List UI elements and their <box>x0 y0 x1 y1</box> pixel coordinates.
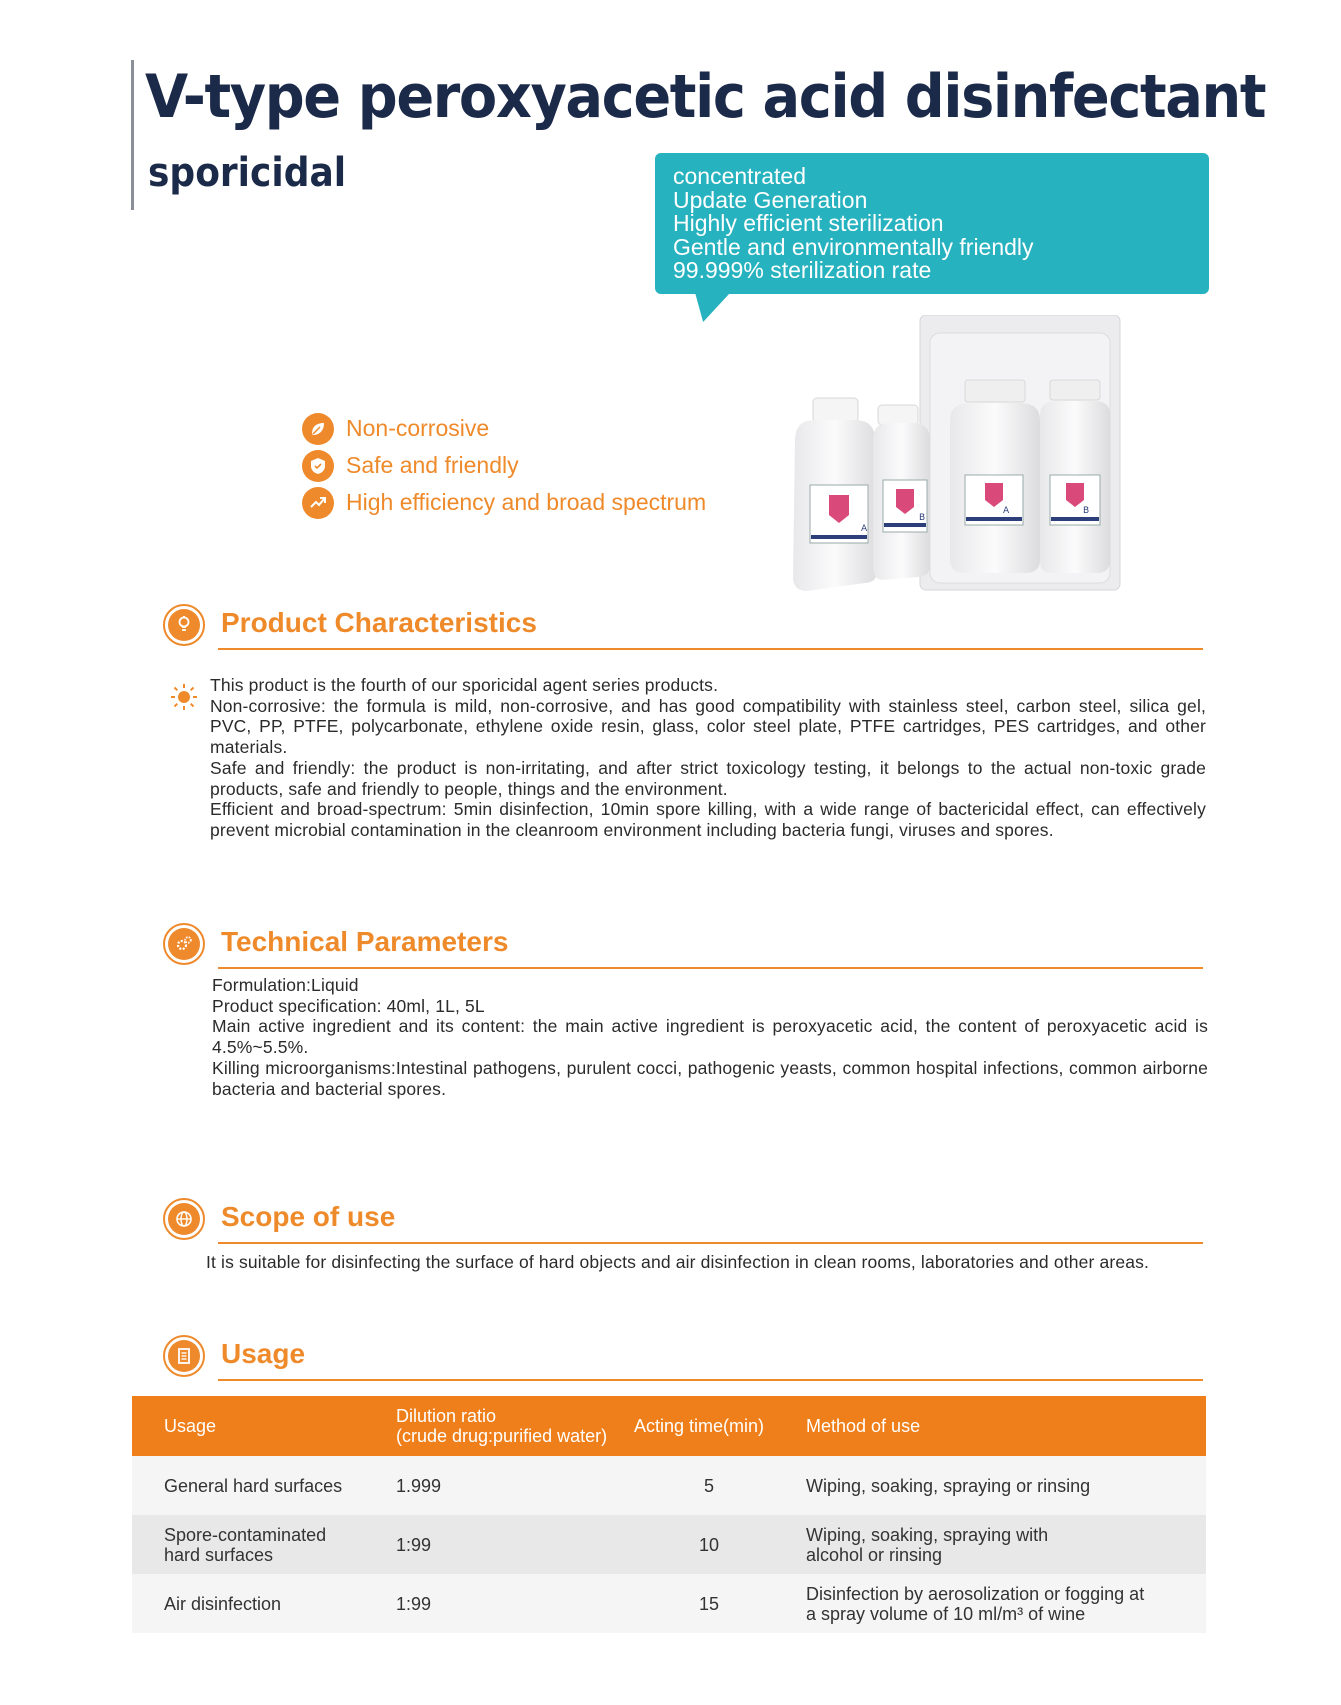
up-arrow-icon <box>302 487 334 519</box>
section-title: Scope of use <box>221 1201 396 1232</box>
highlight-item: Update Generation <box>673 186 868 213</box>
product-image <box>785 315 1130 615</box>
cell-method: Wiping, soaking, spraying with alcohol or rinsing <box>794 1515 1206 1574</box>
product-label-b: B <box>1083 506 1090 516</box>
highlights-bubble <box>655 153 1209 294</box>
product-label-a: A <box>1003 506 1010 516</box>
globe-icon <box>174 1209 194 1229</box>
section-header-usage <box>163 1335 1203 1381</box>
section-icon-technical <box>163 923 205 965</box>
paragraph: Safe and friendly: the product is non-irritating, and after strict toxicology testing, it belongs to the actual non-toxic grade products, safe and friendly to people, things and the environment. <box>210 757 1206 799</box>
header-method: Method of use <box>794 1396 1206 1456</box>
document-icon <box>174 1346 194 1366</box>
feature-label: High efficiency and broad spectrum <box>346 489 707 515</box>
table-row <box>132 1515 1206 1574</box>
section-divider <box>218 1379 1203 1381</box>
feature-list <box>302 410 706 521</box>
gears-icon <box>174 934 194 954</box>
highlight-item: 99.999% sterilization rate <box>673 257 932 283</box>
paragraph: Killing microorganisms:Intestinal pathogens, purulent cocci, pathogenic yeasts, common hospital infections, common airborne bacteria and bacterial spores. <box>212 1057 1208 1099</box>
paragraph: This product is the fourth of our sporicidal agent series products. <box>210 675 719 695</box>
scope-text <box>206 1252 1206 1273</box>
highlight-item: Gentle and environmentally friendly <box>673 233 1034 260</box>
table-row <box>132 1574 1206 1633</box>
cell-dilution: 1:99 <box>364 1574 634 1633</box>
paragraph: Non-corrosive: the formula is mild, non-corrosive, and has good compatibility with stainless steel, carbon steel, silica gel, PVC, PP, PTFE, polycarbonate, ethylene oxide resin, glass, color steel plate, PTFE cartridges, PES cartridges, and other materials. <box>210 695 1206 758</box>
cell-time: 10 <box>634 1515 794 1574</box>
paragraph: Product specification: 40ml, 1L, 5L <box>212 995 485 1016</box>
feature-label: Non-corrosive <box>346 415 490 441</box>
paragraph: Main active ingredient and its content: the main active ingredient is peroxyacetic acid, the content of peroxyacetic acid is 4.5%~5.5%. <box>212 1016 1208 1058</box>
product-label-b: B <box>919 513 926 523</box>
header-usage: Usage <box>132 1396 364 1456</box>
section-icon-usage <box>163 1335 205 1377</box>
header-dilution: Dilution ratio (crude drug:purified water) <box>364 1396 634 1456</box>
cell-dilution: 1.999 <box>364 1456 634 1515</box>
usage-table <box>132 1396 1206 1633</box>
section-icon-scope <box>163 1198 205 1240</box>
header-time: Acting time(min) <box>634 1396 794 1456</box>
feature-item <box>302 447 706 484</box>
section-divider <box>218 1242 1203 1244</box>
leaf-icon <box>302 413 334 445</box>
section-title: Technical Parameters <box>221 926 509 957</box>
table-header-row <box>132 1396 1206 1456</box>
paragraph: Efficient and broad-spectrum: 5min disinfection, 10min spore killing, with a wide range of bactericidal effect, can effectively prevent microbial contamination in the cleanroom environment including bacteria fungi, viruses and spores. <box>210 799 1206 840</box>
technical-text <box>212 975 1208 1099</box>
feature-item <box>302 484 706 521</box>
section-header-scope <box>163 1198 1203 1244</box>
highlight-item: concentrated <box>673 163 806 189</box>
feature-item <box>302 410 706 447</box>
cell-usage: Spore-contaminated hard surfaces <box>132 1515 364 1574</box>
cell-time: 15 <box>634 1574 794 1633</box>
section-title: Product Characteristics <box>221 607 537 638</box>
shield-icon <box>302 450 334 482</box>
cell-usage: Air disinfection <box>132 1574 364 1633</box>
cell-dilution: 1:99 <box>364 1515 634 1574</box>
section-divider <box>218 648 1203 650</box>
table-row <box>132 1456 1206 1515</box>
page-subtitle: sporicidal <box>148 150 347 196</box>
bulb-icon <box>174 615 194 635</box>
product-label-a: A <box>861 524 868 534</box>
page-title: V-type peroxyacetic acid disinfectant <box>145 62 1266 132</box>
section-icon-characteristics <box>163 604 205 646</box>
section-header-characteristics <box>163 604 1203 650</box>
bubble-tail <box>685 292 731 322</box>
characteristics-text <box>210 675 1206 841</box>
sun-icon <box>170 683 198 711</box>
paragraph: It is suitable for disinfecting the surface of hard objects and air disinfection in clean rooms, laboratories and other areas. <box>206 1252 1150 1272</box>
section-title: Usage <box>221 1338 306 1369</box>
cell-method: Disinfection by aerosolization or fogging at a spray volume of 10 ml/m³ of wine <box>794 1574 1206 1633</box>
cell-usage: General hard surfaces <box>132 1456 364 1515</box>
section-divider <box>218 967 1203 969</box>
title-accent-rule <box>131 60 134 210</box>
highlight-item: Highly efficient sterilization <box>673 210 944 236</box>
section-header-technical <box>163 923 1203 969</box>
paragraph: Formulation:Liquid <box>212 975 359 995</box>
feature-label: Safe and friendly <box>346 452 519 478</box>
cell-time: 5 <box>634 1456 794 1515</box>
cell-method: Wiping, soaking, spraying or rinsing <box>794 1456 1206 1515</box>
